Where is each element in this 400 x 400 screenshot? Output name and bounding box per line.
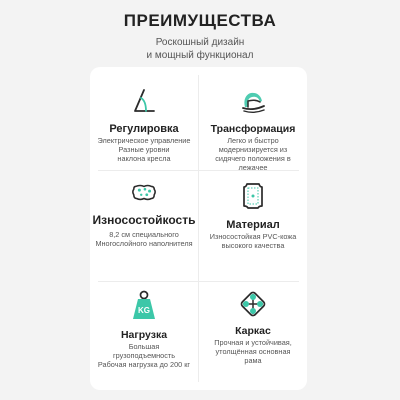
page-subtitle bbox=[0, 36, 400, 62]
recline-angle-icon bbox=[130, 87, 158, 115]
feature-description: Износостойкая PVC-кожа высокого качества bbox=[209, 232, 297, 250]
feature-name: Износостойкость bbox=[92, 213, 196, 227]
weight-kg-label: KG bbox=[138, 306, 150, 315]
sponge-filler-icon bbox=[127, 179, 161, 205]
feature-name: Трансформация bbox=[210, 123, 296, 135]
feature-load bbox=[90, 289, 198, 369]
feature-name: Каркас bbox=[235, 325, 271, 337]
feature-description: Прочная и устойчивая, утолщённая основная рама bbox=[214, 338, 292, 365]
feature-durability bbox=[90, 179, 198, 248]
feature-name: Материал bbox=[226, 219, 280, 231]
features-card bbox=[90, 67, 307, 390]
subtitle-line: Роскошный дизайн bbox=[155, 37, 245, 48]
page-title: ПРЕИМУЩЕСТВА bbox=[123, 11, 277, 30]
weight-kg-icon bbox=[129, 289, 159, 323]
feature-transform bbox=[199, 87, 307, 172]
divider bbox=[98, 281, 299, 282]
feature-description: Большая грузоподъемность Рабочая нагрузка до 200 кг bbox=[97, 342, 191, 369]
feature-description: 8,2 см специального Многослойного наполнителя bbox=[95, 230, 193, 248]
feature-frame bbox=[199, 289, 307, 365]
frame-structure-icon bbox=[238, 289, 268, 319]
feature-description: Легко и быстро модернизируется из сидячего положения в лежачее bbox=[215, 136, 291, 172]
feature-material bbox=[199, 179, 307, 250]
feature-recline bbox=[90, 87, 198, 163]
feature-name: Регулировка bbox=[109, 123, 179, 135]
transform-chair-icon bbox=[239, 87, 267, 115]
subtitle-line: и мощный функционал bbox=[146, 50, 254, 61]
feature-description: Электрическое управление Разные уровни наклона кресла bbox=[97, 136, 191, 163]
feature-name: Нагрузка bbox=[120, 329, 168, 341]
material-swatch-icon bbox=[239, 179, 267, 211]
